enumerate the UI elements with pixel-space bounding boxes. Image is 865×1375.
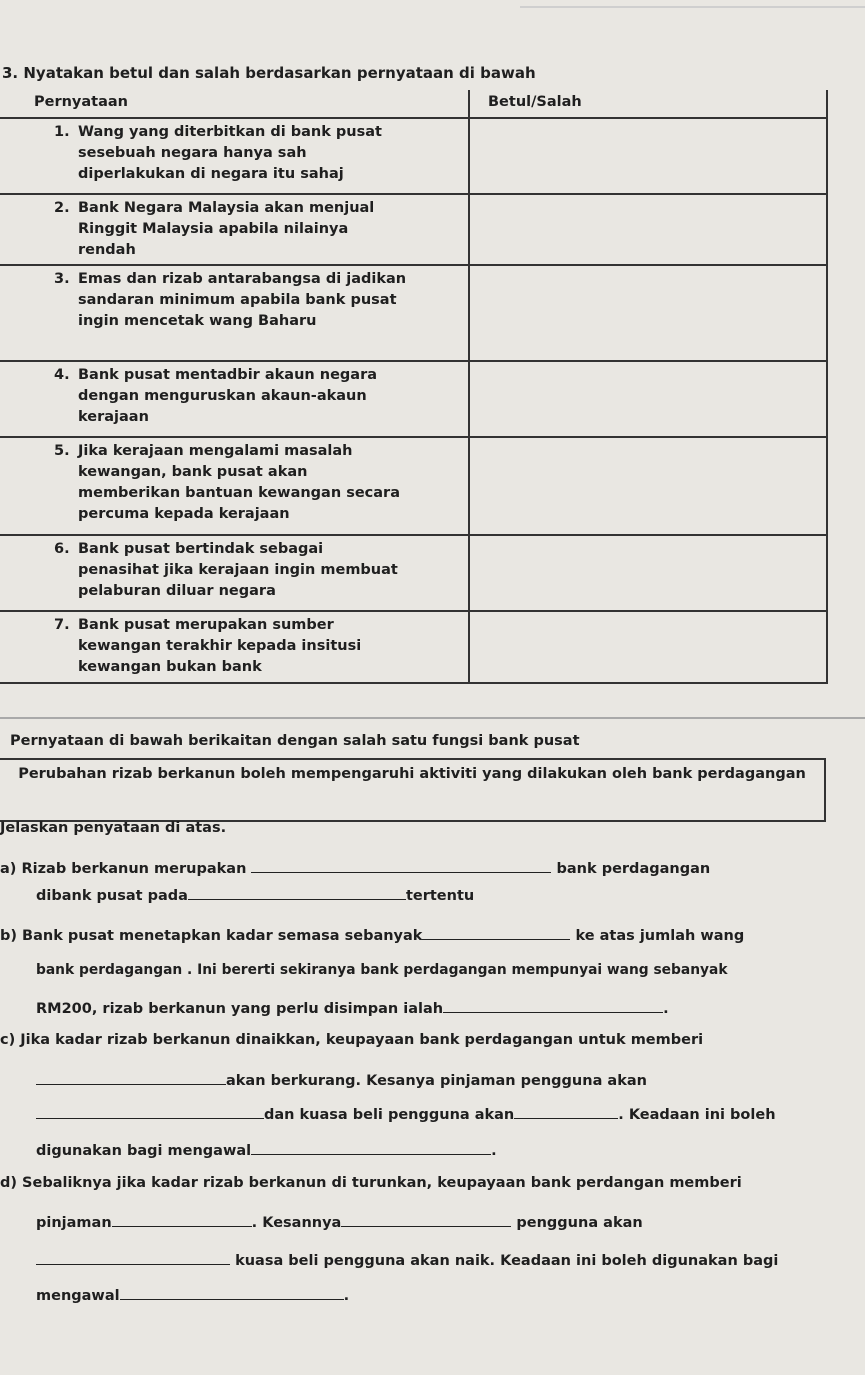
text: pengguna akan bbox=[516, 1215, 643, 1231]
statement-text: Bank pusat bertindak sebagai penasihat jika kerajaan ingin membuat pelaburan diluar negara bbox=[78, 541, 398, 599]
table-row bbox=[0, 535, 827, 611]
fill-blank[interactable] bbox=[251, 1140, 491, 1155]
text: dibank pusat pada bbox=[36, 888, 188, 904]
fill-blank[interactable] bbox=[188, 885, 406, 900]
item-b-line1 bbox=[0, 925, 744, 944]
statement-text: Wang yang diterbitkan di bank pusat sesebuah negara hanya sah diperlakukan di negara itu sahaj bbox=[78, 124, 382, 182]
fill-blank[interactable] bbox=[422, 925, 570, 940]
statement-cell bbox=[0, 194, 469, 265]
row-number: 6. bbox=[54, 541, 70, 557]
statement-cell bbox=[0, 265, 469, 361]
fill-blank[interactable] bbox=[251, 858, 551, 873]
table-row bbox=[0, 194, 827, 265]
table-row bbox=[0, 611, 827, 683]
section-divider bbox=[0, 717, 865, 719]
header-answer: Betul/Salah bbox=[469, 90, 827, 118]
statement-text: Emas dan rizab antarabangsa di jadikan sandaran minimum apabila bank pusat ingin mencetak wang Baharu bbox=[78, 271, 407, 329]
item-d-line4 bbox=[36, 1285, 349, 1304]
text: RM200, rizab berkanun yang perlu disimpan ialah bbox=[36, 1001, 444, 1017]
text: pinjaman bbox=[36, 1215, 112, 1231]
row-number: 4. bbox=[54, 367, 70, 383]
text: digunakan bagi mengawal bbox=[36, 1143, 252, 1159]
row-number: 5. bbox=[54, 443, 70, 459]
item-b-line3 bbox=[36, 998, 669, 1017]
item-c-line1: c) Jika kadar rizab berkanun dinaikkan, keupayaan bank perdagangan untuk memberi bbox=[0, 1032, 704, 1048]
row-number: 7. bbox=[54, 617, 70, 633]
item-a-line1 bbox=[0, 858, 710, 877]
text: b) Bank pusat menetapkan kadar semasa sebanyak bbox=[0, 928, 423, 944]
text: mengawal bbox=[36, 1288, 120, 1304]
part2-statement-box: Perubahan rizab berkanun boleh mempengaruhi aktiviti yang dilakukan oleh bank perdagangan bbox=[0, 758, 826, 822]
text: . Kesannya bbox=[251, 1215, 342, 1231]
fill-blank[interactable] bbox=[341, 1212, 511, 1227]
fill-blank[interactable] bbox=[120, 1285, 344, 1300]
question-title bbox=[2, 64, 536, 82]
row-number: 3. bbox=[54, 271, 70, 287]
statement-text: Bank pusat mentadbir akaun negara dengan menguruskan akaun-akaun kerajaan bbox=[78, 367, 378, 425]
text: a) Rizab berkanun merupakan bbox=[0, 861, 247, 877]
answer-cell[interactable] bbox=[469, 118, 827, 194]
item-c-line3 bbox=[36, 1104, 776, 1123]
row-number: 2. bbox=[54, 200, 70, 216]
header-statement: Pernyataan bbox=[0, 90, 469, 118]
text: dan kuasa beli pengguna akan bbox=[264, 1107, 515, 1123]
statement-text: Jika kerajaan mengalami masalah kewangan, bank pusat akan memberikan bantuan kewangan secara percuma kepada kerajaan bbox=[78, 443, 400, 522]
top-border-line bbox=[520, 6, 865, 8]
answer-cell[interactable] bbox=[469, 437, 827, 535]
answer-cell[interactable] bbox=[469, 194, 827, 265]
statement-cell bbox=[0, 361, 469, 437]
table-row bbox=[0, 265, 827, 361]
part2-intro: Pernyataan di bawah berikaitan dengan salah satu fungsi bank pusat bbox=[10, 733, 580, 749]
row-number: 1. bbox=[54, 124, 70, 140]
item-c-line4 bbox=[36, 1140, 497, 1159]
item-d-line1: d) Sebaliknya jika kadar rizab berkanun di turunkan, keupayaan bank perdangan memberi bbox=[0, 1175, 742, 1191]
text: . bbox=[491, 1143, 497, 1159]
statement-text: Bank pusat merupakan sumber kewangan terakhir kepada insitusi kewangan bukan bank bbox=[78, 617, 362, 675]
text: akan berkurang. Kesanya pinjaman pengguna akan bbox=[226, 1073, 647, 1089]
text: . bbox=[343, 1288, 350, 1304]
table-row bbox=[0, 118, 827, 194]
answer-cell[interactable] bbox=[469, 611, 827, 683]
statement-cell bbox=[0, 535, 469, 611]
table-row bbox=[0, 361, 827, 437]
fill-blank[interactable] bbox=[36, 1070, 226, 1085]
statement-cell bbox=[0, 611, 469, 683]
text: . Keadaan ini boleh bbox=[618, 1107, 776, 1123]
fill-blank[interactable] bbox=[112, 1212, 252, 1227]
item-c-line2 bbox=[36, 1070, 647, 1089]
question-instruction: Nyatakan betul dan salah berdasarkan pernyataan di bawah bbox=[23, 64, 536, 82]
statement-cell bbox=[0, 437, 469, 535]
item-a-line2 bbox=[36, 885, 474, 904]
table-row bbox=[0, 437, 827, 535]
text: . bbox=[663, 1001, 669, 1017]
text: tertentu bbox=[405, 888, 475, 904]
fill-blank[interactable] bbox=[36, 1104, 264, 1119]
text: bank perdagangan bbox=[556, 861, 711, 877]
statement-text: Bank Negara Malaysia akan menjual Ringgit Malaysia apabila nilainya rendah bbox=[78, 200, 375, 258]
part2-explain: Jelaskan penyataan di atas. bbox=[0, 820, 227, 836]
text: kuasa beli pengguna akan naik. Keadaan ini boleh digunakan bagi bbox=[235, 1253, 779, 1269]
statement-table bbox=[0, 90, 828, 684]
answer-cell[interactable] bbox=[469, 535, 827, 611]
item-d-line2 bbox=[36, 1212, 643, 1231]
statement-cell bbox=[0, 118, 469, 194]
question-number: 3. bbox=[2, 64, 19, 82]
table-header-row bbox=[0, 90, 827, 118]
answer-cell[interactable] bbox=[469, 361, 827, 437]
fill-blank[interactable] bbox=[443, 998, 663, 1013]
item-b-line2: bank perdagangan . Ini bererti sekiranya bank perdagangan mempunyai wang sebanyak bbox=[36, 962, 728, 978]
fill-blank[interactable] bbox=[36, 1250, 230, 1265]
item-d-line3 bbox=[36, 1250, 778, 1269]
text: ke atas jumlah wang bbox=[575, 928, 745, 944]
answer-cell[interactable] bbox=[469, 265, 827, 361]
fill-blank[interactable] bbox=[514, 1104, 618, 1119]
